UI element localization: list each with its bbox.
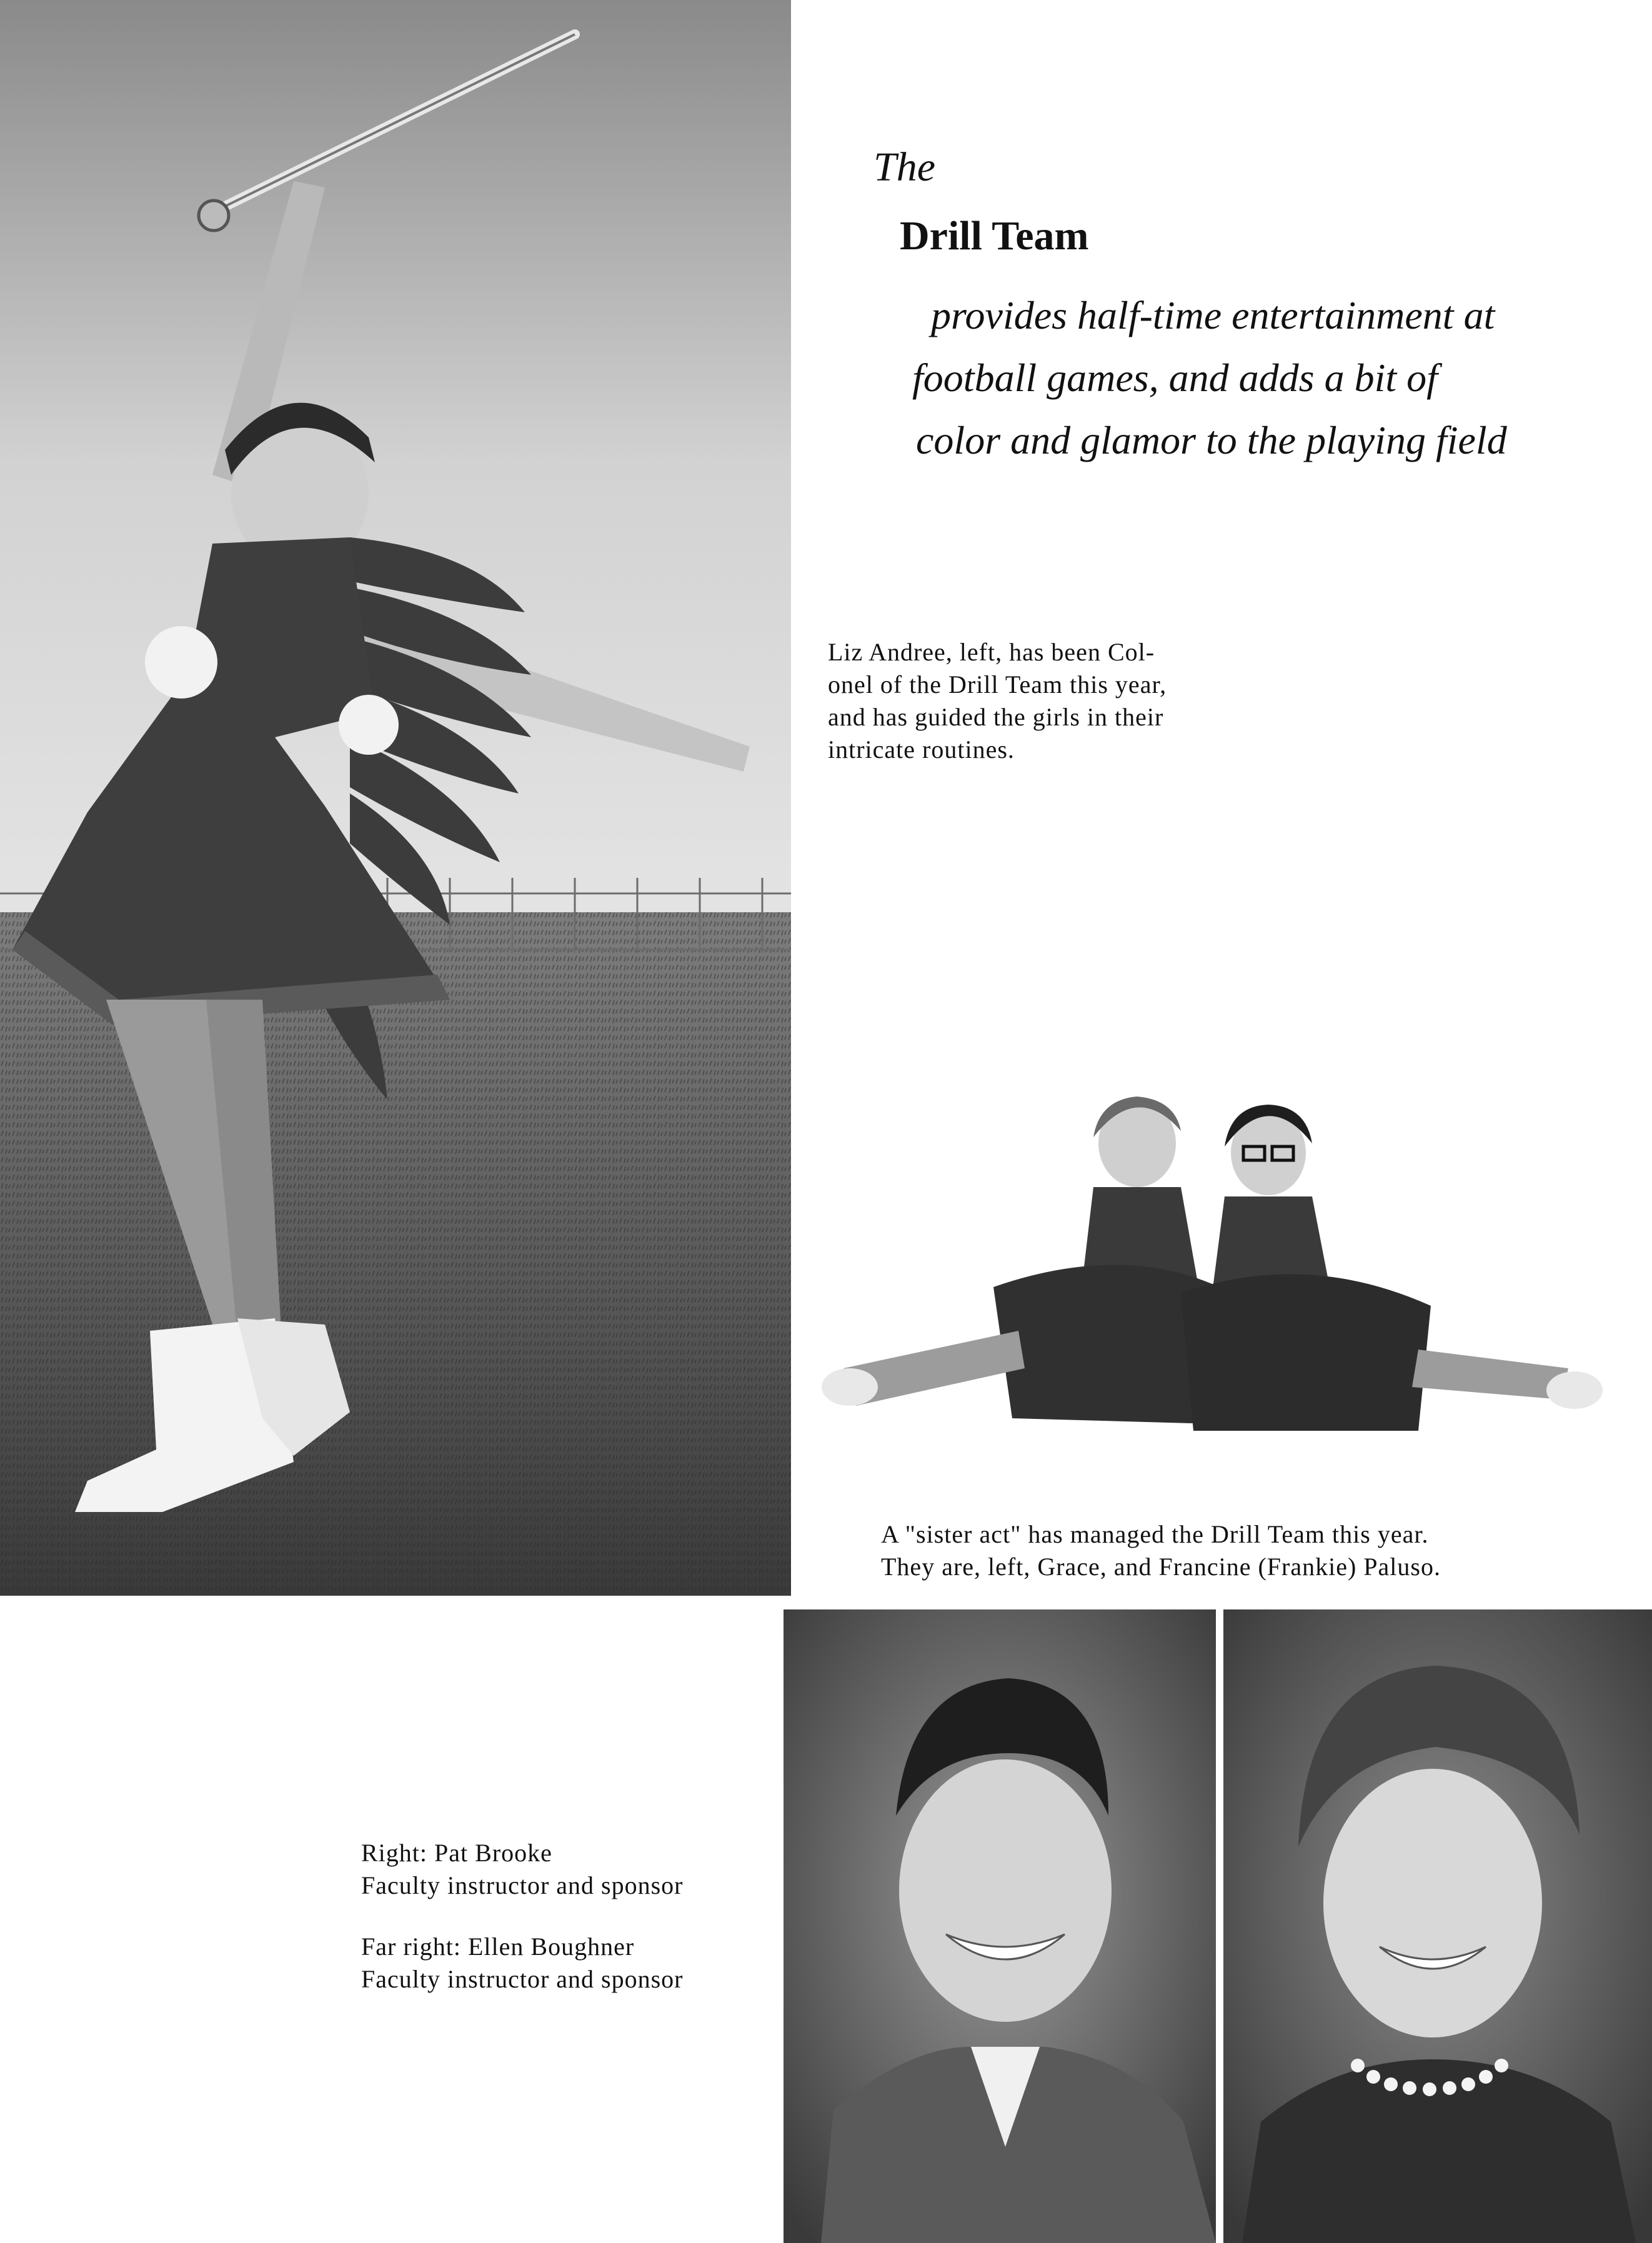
tagline bbox=[906, 284, 1625, 472]
sister-act-photo bbox=[806, 1093, 1618, 1468]
tagline-line: provides half-time entertainment at bbox=[931, 293, 1495, 337]
brooke-label: Right: Pat Brooke bbox=[361, 1839, 552, 1867]
colonel-caption bbox=[828, 636, 1167, 766]
brooke-role: Faculty instructor and sponsor bbox=[361, 1871, 684, 1899]
boughner-label: Far right: Ellen Boughner bbox=[361, 1932, 635, 1961]
portrait-divider bbox=[1216, 1609, 1223, 2243]
ellen-boughner-portrait bbox=[1223, 1609, 1652, 2243]
tagline-line: football games, and adds a bit of bbox=[912, 356, 1438, 400]
caption-line: Liz Andree, left, has been Col- bbox=[828, 638, 1155, 666]
caption-line: They are, left, Grace, and Francine (Frankie) Paluso. bbox=[881, 1553, 1441, 1581]
heading-prefix: The bbox=[873, 144, 935, 190]
sponsors-caption bbox=[361, 1837, 684, 1996]
caption-line: intricate routines. bbox=[828, 735, 1015, 763]
caption-line: and has guided the girls in their bbox=[828, 703, 1164, 731]
boughner-role: Faculty instructor and sponsor bbox=[361, 1965, 684, 1993]
page-title: Drill Team bbox=[900, 213, 1089, 259]
colonel-photo bbox=[0, 0, 791, 1596]
sister-act-caption bbox=[881, 1518, 1441, 1583]
tagline-line: color and glamor to the playing field bbox=[916, 418, 1507, 462]
caption-line: onel of the Drill Team this year, bbox=[828, 670, 1167, 699]
pat-brooke-portrait bbox=[784, 1609, 1216, 2243]
caption-line: A "sister act" has managed the Drill Team this year. bbox=[881, 1520, 1429, 1548]
